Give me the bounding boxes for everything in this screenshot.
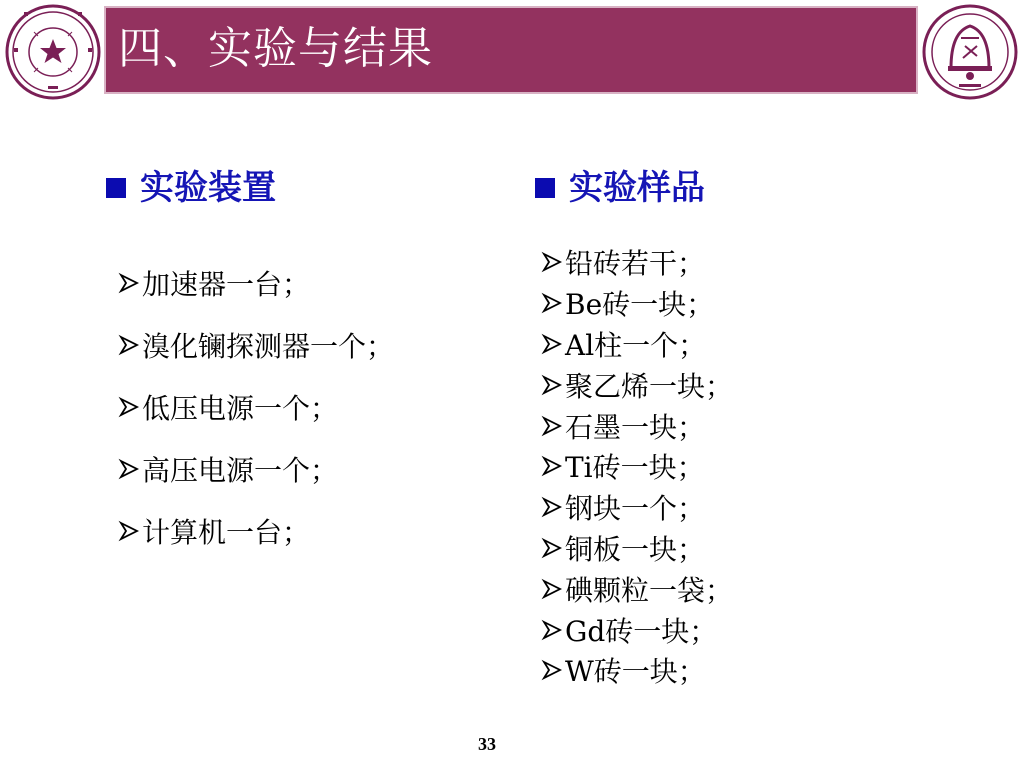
list-item-text: 钢块一个；	[565, 492, 706, 526]
arrow-bullet-icon	[118, 272, 140, 294]
list-item	[541, 364, 733, 405]
arrow-bullet-icon	[118, 458, 140, 480]
arrow-bullet-icon	[541, 496, 563, 518]
list-item	[541, 487, 733, 528]
section-heading-text: 实验装置	[140, 168, 276, 208]
arrow-bullet-icon	[118, 396, 140, 418]
arrow-bullet-icon	[541, 251, 563, 273]
section-heading-samples	[535, 166, 705, 210]
list-item	[541, 405, 733, 446]
list-item-text: Gd砖一块；	[565, 614, 718, 648]
list-item-text: W砖一块；	[565, 655, 706, 689]
page-title: 四、实验与结果	[118, 23, 433, 74]
list-item-text: Be砖一块；	[565, 288, 715, 322]
university-seal-logo	[4, 2, 102, 102]
list-item	[118, 376, 394, 438]
list-item	[118, 500, 394, 562]
arrow-bullet-icon	[118, 334, 140, 356]
arrow-bullet-icon	[541, 659, 563, 681]
list-item	[541, 324, 733, 365]
list-item-text: Ti砖一块；	[565, 451, 705, 485]
list-item	[541, 446, 733, 487]
list-item-text: 石墨一块；	[565, 410, 706, 444]
square-bullet-icon	[535, 178, 555, 198]
arrow-bullet-icon	[541, 333, 563, 355]
arrow-bullet-icon	[541, 415, 563, 437]
page-number: 33	[478, 734, 496, 754]
list-item	[118, 314, 394, 376]
list-item-text: 溴化镧探测器一个；	[142, 330, 395, 363]
list-item	[541, 568, 733, 609]
list-item-text: 聚乙烯一块；	[565, 369, 734, 403]
list-item	[118, 252, 394, 314]
list-item	[541, 528, 733, 569]
list-item	[541, 650, 733, 691]
list-item-text: 铜板一块；	[565, 532, 706, 566]
title-bar	[104, 6, 918, 94]
arrow-bullet-icon	[541, 292, 563, 314]
arrow-bullet-icon	[118, 520, 140, 542]
arrow-bullet-icon	[541, 619, 563, 641]
samples-list	[541, 242, 733, 691]
arrow-bullet-icon	[541, 374, 563, 396]
section-heading-apparatus	[106, 166, 276, 210]
arrow-bullet-icon	[541, 578, 563, 600]
list-item-text: 高压电源一个；	[142, 454, 339, 487]
list-item-text: 铅砖若干；	[565, 247, 706, 281]
university-bell-logo	[921, 2, 1019, 102]
apparatus-list	[118, 252, 394, 562]
square-bullet-icon	[106, 178, 126, 198]
list-item	[541, 242, 733, 283]
arrow-bullet-icon	[541, 455, 563, 477]
list-item-text: 碘颗粒一袋；	[565, 573, 734, 607]
list-item	[118, 438, 394, 500]
list-item	[541, 609, 733, 650]
list-item-text: 计算机一台；	[142, 516, 311, 549]
list-item-text: Al柱一个；	[565, 328, 707, 362]
section-heading-text: 实验样品	[569, 168, 705, 208]
list-item	[541, 283, 733, 324]
list-item-text: 加速器一台；	[142, 268, 311, 301]
list-item-text: 低压电源一个；	[142, 392, 339, 425]
arrow-bullet-icon	[541, 537, 563, 559]
